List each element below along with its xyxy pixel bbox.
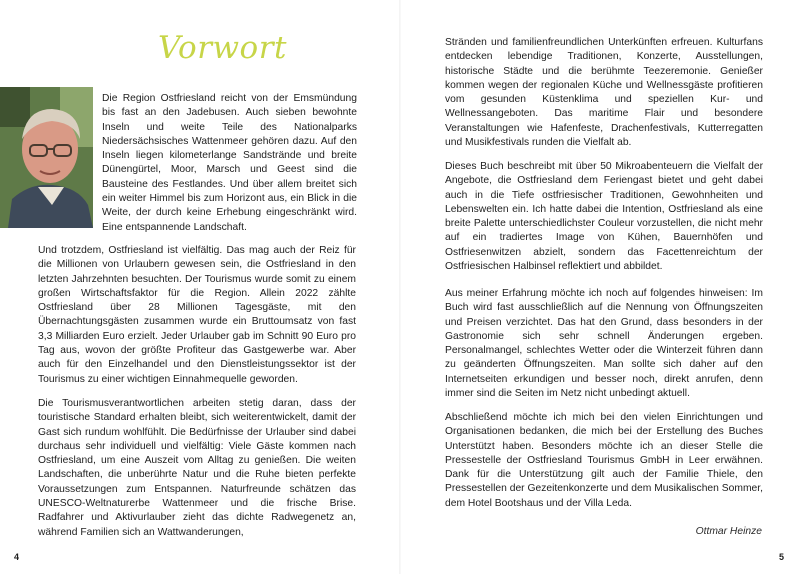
page-number-left: 4: [14, 552, 20, 562]
right-paragraph-4: Abschließend möchte ich mich bei den vielen Einrichtungen und Organisationen bedanken, die mich bei der Erstellung des Buches Unterstützt haben. Besonders möchte ich an dieser Stelle die Pressestelle der Ostfriesland Tourismus GmbH in Leer erwähnen. Dank für die Unterstützung gilt auch der Familie Thiele, den Pressestellen der Gezeitenkonzerte und dem Musikalischen Sommer, dem Hotel Bootshaus und der Villa Leda.: [445, 412, 763, 509]
intro-paragraph: Die Region Ostfriesland reicht von der Emsmündung bis fast an den Jadebusen. Auch sieben bewohnte Inseln und weite Teile des Nationalparks Niedersächsisches Wattenmeer gehören dazu. Auf den Inseln liegen kilometerlange Sandstrände und breite Dünengürtel, Moor, Marsch und Geest sind die Bausteine des Festlandes. Und über allem breitet sich ein weiter Himmel bis zum Horizont aus, ein Blick in die Weite, der durch keine Erhebung eingeschränkt wird. Eine entspannende Landschaft.: [102, 93, 357, 233]
page-number-right: 5: [778, 552, 784, 562]
right-paragraph-2: Dieses Buch beschreibt mit über 50 Mikroabenteuern die Vielfalt der Angebote, die Ostfriesland dem Feriengast bietet und geht dabei auch in die Tiefe ostfriesischer Traditionen, Gewohnheiten und Lebenswelten ein. Ich hatte dabei die Intention, Ostfriesland als eine breite Palette unterschiedlichster Couleur vorzustellen, die nicht mehr auf ein tradiertes Image von Kühen, Bauernhöfen und Ostfriesenwitzen abzielt, sondern das Facettenreichtum der Ostfriesischen Halbinsel reflektiert und abbildet.: [445, 161, 763, 273]
author-portrait: [0, 87, 93, 228]
author-signature: Ottmar Heinze: [695, 526, 762, 537]
left-paragraph-2: Die Tourismusverantwortlichen arbeiten stetig daran, dass der touristische Standard erhalten bleibt, sich weiterentwickelt, damit der Gast sich rundum wohlfühlt. Die Bedürfnisse der Urlauber sind dabei durchaus sehr individuell und vielfältig: Viele Gäste kommen nach Ostfriesland, um eine Auszeit vom Alltag zu genießen. Die weiten Landschaften, die unberührte Natur und die Ruhe bieten perfekte Voraussetzungen zum Entspannen. Naturfreunde schätzen das UNESCO-Weltnaturerbe Wattenmeer und die frische Brise. Radfahrer und Aktivurlauber zieht das dichte Radwegenetz an, während Familien sich an Wattwanderungen,: [38, 398, 356, 538]
right-paragraph-1: Stränden und familienfreundlichen Unterkünften erfreuen. Kulturfans entdecken lebendige Traditionen, Konzerte, Ausstellungen, historische Städte und die berühmte Teezeremonie. Genießer kommen wegen der regionalen Küche und Wellnessgäste profitieren vom gesunden Küstenklima und speziellen Kur- und Wellnessangeboten. Das maritime Flair und besondere Veranstaltungen wie Hafenfeste, Drachenfestivals, Kutterregatten und Musikfestivals runden die Vielfalt ab.: [445, 37, 763, 149]
chapter-title: Vorwort: [158, 30, 287, 66]
author-portrait-drawing: [0, 87, 93, 228]
right-paragraph-3: Aus meiner Erfahrung möchte ich noch auf folgendes hinweisen: Im Buch wird fast ausschließlich auf die Nennung von Öffnungszeiten und Preisen verzichtet. Das hat den Grund, dass besonders in der Gastronomie sich sehr schnell Änderungen ergeben. Personalmangel, schlechtes Wetter oder die Winterzeit führen dann zu geänderten Öffnungszeiten. Man sollte sich daher auf den Internetseiten erkundigen und besser noch, direkt anrufen, denn immer sind die Seiten im Netz nicht unbedingt aktuell.: [445, 288, 763, 400]
left-paragraph-1: Und trotzdem, Ostfriesland ist vielfältig. Das mag auch der Reiz für die Millionen von Urlaubern gewesen sein, die Ostfriesland in den letzten Jahrzehnten besuchten. Der Tourismus wurde somit zu einem großen Wirtschaftsfaktor für die Region. Allein 2022 zählte Ostfriesland über 28 Millionen Tagesgäste, mit den Übernachtungsgästen zusammen wurde ein Bruttoumsatz von fast 3,3 Milliarden Euro erzielt. Jeder Urlauber gab im Schnitt 90 Euro pro Tag aus, wovon der größte Profiteur das Gastgewerbe war. Aber auch für den Einzelhandel und den Dienstleistungssektor ist der Tourismus zu einer wichtigen Einnahmequelle geworden.: [38, 245, 356, 385]
